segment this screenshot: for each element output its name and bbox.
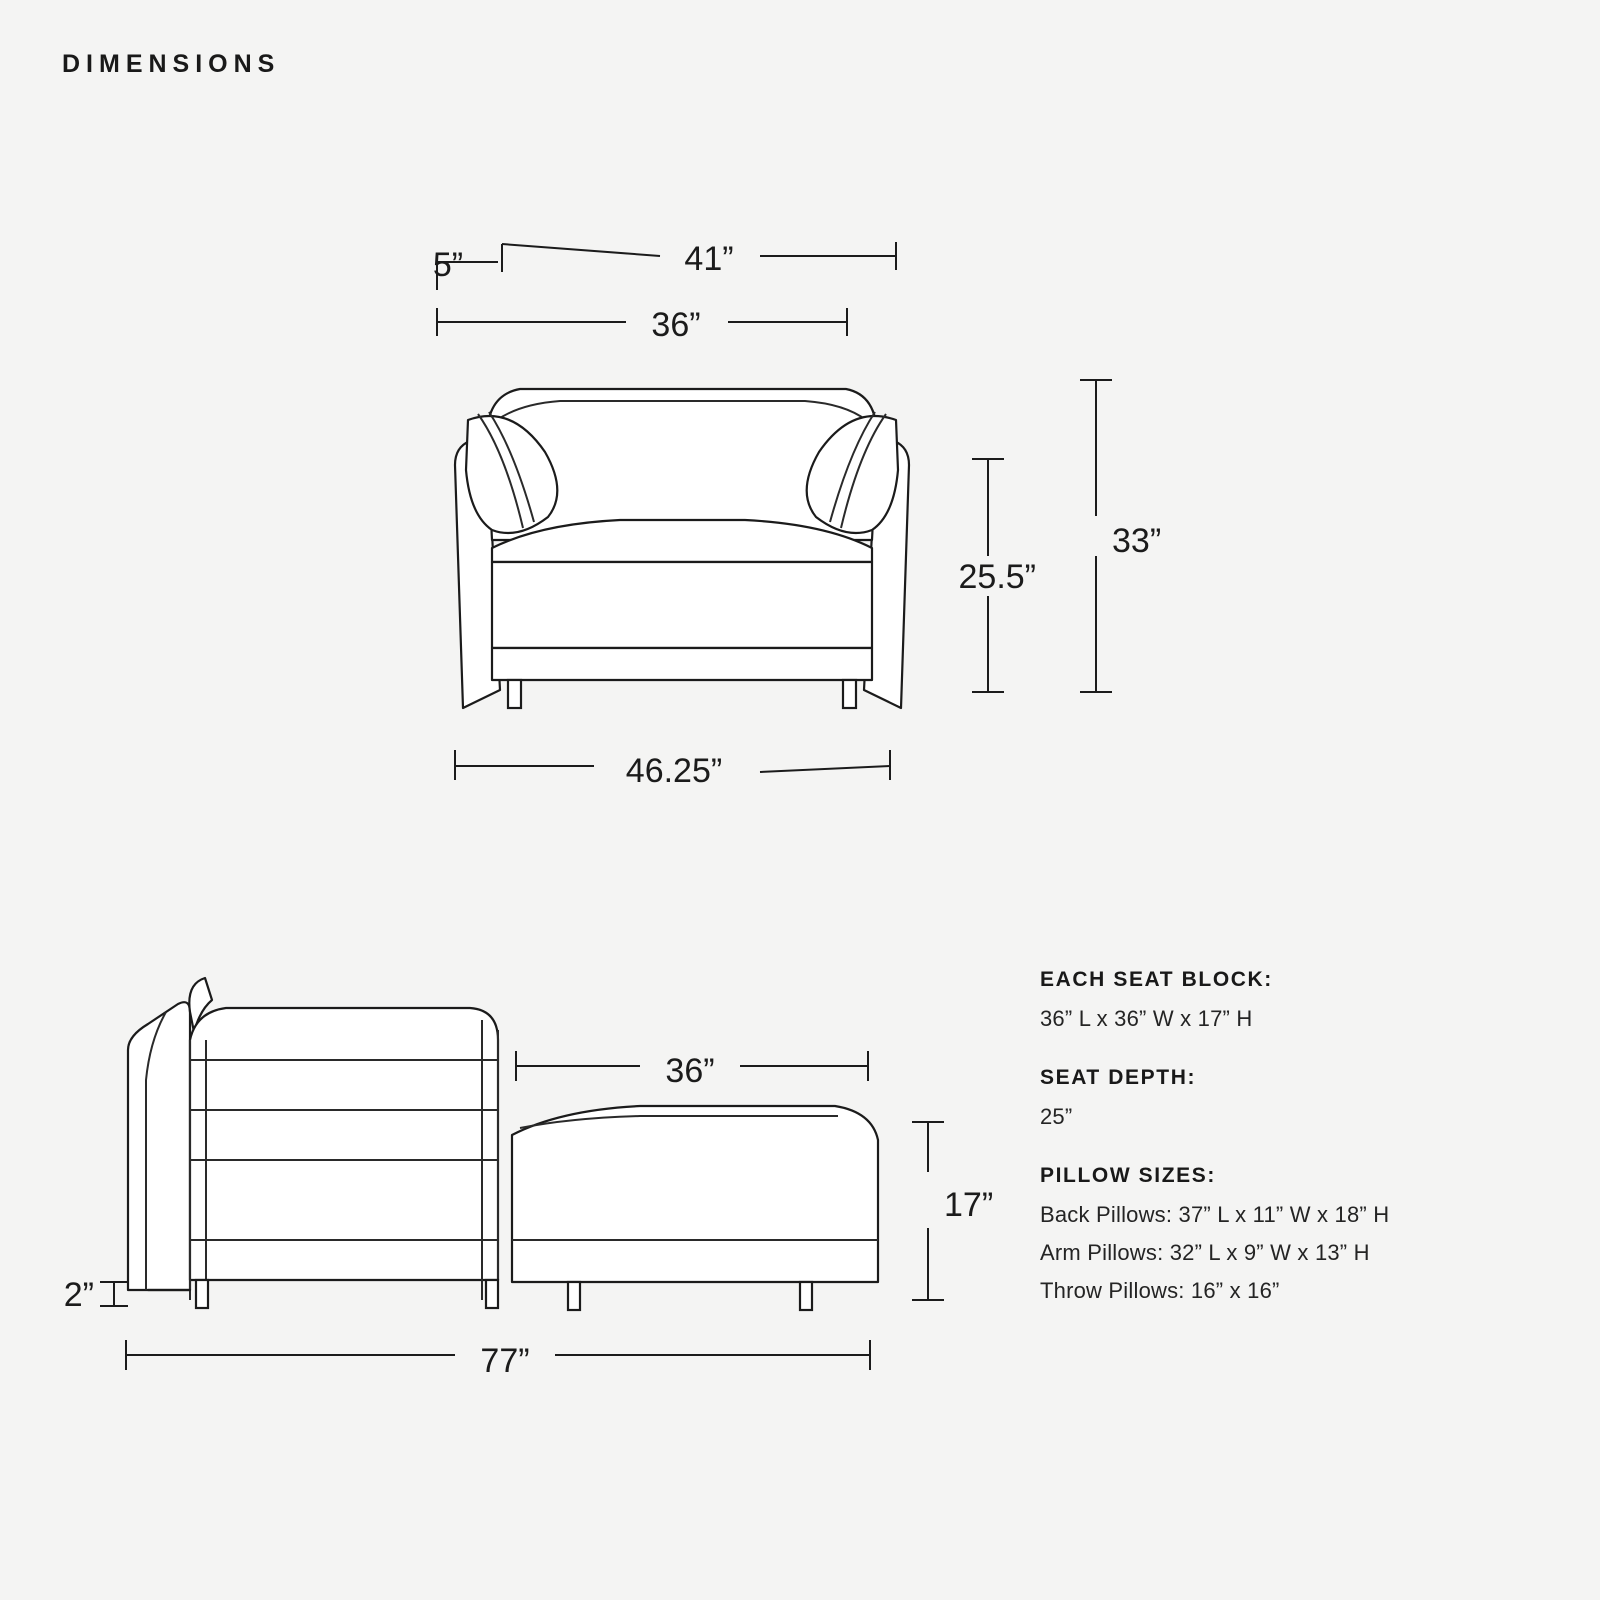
spec-group-seat-block — [1040, 968, 1560, 1032]
dim-label-floor-clearance: 2” — [63, 1276, 94, 1314]
dim-overall-depth-46in — [455, 750, 890, 790]
dim-label-overall-depth: 46.25” — [625, 752, 723, 790]
dim-seat-back-height-25in — [959, 459, 1037, 692]
spec-line-seat-depth-0: 25” — [1040, 1104, 1073, 1129]
dim-label-overall-length: 77” — [480, 1342, 530, 1380]
dim-label-inner-width: 36” — [651, 306, 701, 344]
dim-label-seat-back-height: 25.5” — [958, 558, 1036, 596]
dim-ottoman-length-36in — [516, 1051, 868, 1090]
dim-label-overall-width: 41” — [684, 240, 734, 278]
dim-overall-length-77in — [126, 1340, 870, 1380]
specs-panel — [1040, 968, 1560, 1338]
dim-overall-width-41in — [502, 240, 896, 278]
dim-label-seat-height: 17” — [944, 1186, 994, 1224]
side-view-drawing — [128, 978, 878, 1310]
spec-heading-seat-depth: SEAT DEPTH: — [1040, 1066, 1197, 1089]
dim-label-ottoman-length: 36” — [665, 1052, 715, 1090]
dim-seat-height-17in — [912, 1122, 993, 1300]
spec-group-seat-depth — [1040, 1066, 1560, 1130]
spec-group-pillow-sizes — [1040, 1164, 1560, 1304]
spec-line-throw-pillows: Throw Pillows: 16” x 16” — [1040, 1278, 1280, 1303]
spec-line-seat-block-0: 36” L x 36” W x 17” H — [1040, 1006, 1253, 1031]
dim-overall-height-33in — [1080, 380, 1161, 692]
dim-arm-width-5in — [433, 244, 502, 290]
dim-floor-clearance-2in — [64, 1276, 128, 1314]
spec-heading-seat-block: EACH SEAT BLOCK: — [1040, 968, 1273, 991]
dim-label-overall-height: 33” — [1112, 522, 1162, 560]
spec-line-back-pillows: Back Pillows: 37” L x 11” W x 18” H — [1040, 1202, 1390, 1227]
page-title: DIMENSIONS — [62, 50, 281, 78]
dim-label-arm-width: 5” — [432, 246, 464, 284]
spec-line-arm-pillows: Arm Pillows: 32” L x 9” W x 13” H — [1040, 1240, 1370, 1265]
dim-inner-width-36in — [437, 306, 847, 344]
front-view-drawing — [455, 389, 909, 708]
spec-heading-pillow-sizes: PILLOW SIZES: — [1040, 1164, 1216, 1187]
